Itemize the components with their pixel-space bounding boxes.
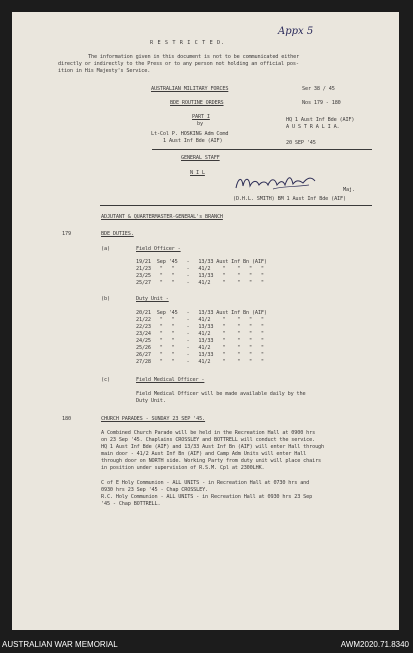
roster-row: 27/28 " " - 41/2 " " " " bbox=[136, 359, 264, 365]
sub-label: (b) bbox=[101, 296, 110, 302]
appendix-annotation: Appx 5 bbox=[278, 26, 314, 37]
roster-row: 20/21 Sep '45 - 13/33 Aust Inf Bn (AIF) bbox=[136, 310, 267, 316]
roster-row: 25/27 " " - 41/2 " " " " bbox=[136, 280, 264, 286]
roster-row: 21/22 " " - 41/2 " " " " bbox=[136, 317, 264, 323]
order-number: 179 bbox=[62, 231, 71, 237]
paragraph-line: R.C. Holy Communion - ALL UNITS - in Recreation Hall at 0930 hrs 23 Sep bbox=[101, 494, 313, 500]
part-label: PART I bbox=[192, 114, 210, 120]
footer-institution: AUSTRALIAN WAR MEMORIAL bbox=[2, 640, 118, 649]
roster-row: 21/23 " " - 41/2 " " " " bbox=[136, 266, 264, 272]
staff-heading: GENERAL STAFF bbox=[181, 155, 220, 161]
branch-heading: ADJUTANT & QUARTERMASTER-GENERAL's BRANCH bbox=[101, 214, 223, 220]
roster-row: 23/25 " " - 13/33 " " " " bbox=[136, 273, 264, 279]
warning-line: The information given in this document is not to be communicated either bbox=[88, 54, 300, 60]
roster-row: 23/24 " " - 41/2 " " " " bbox=[136, 331, 264, 337]
nil-label: N I L bbox=[190, 170, 205, 176]
paragraph-line: Field Medical Officer will be made available daily by the bbox=[136, 391, 306, 397]
sub-title: Duty Unit - bbox=[136, 296, 169, 302]
by-label: by bbox=[197, 121, 203, 127]
orders-title: BDE ROUTINE ORDERS bbox=[170, 100, 224, 106]
order-numbers: Nos 179 - 180 bbox=[302, 100, 341, 106]
roster-row: 25/26 " " - 41/2 " " " " bbox=[136, 345, 264, 351]
order-title: BDE DUTIES. bbox=[101, 231, 134, 237]
hq-line: HQ 1 Aust Inf Bde (AIF) bbox=[286, 117, 355, 123]
paragraph-line: HQ 1 Aust Inf Bde (AIF) and 13/33 Aust Inf Bn (AIF) will enter Hall through bbox=[101, 444, 324, 450]
serial-number: Ser 38 / 45 bbox=[302, 86, 335, 92]
signature-block: (D.H.L. SMITH) BM 1 Aust Inf Bde (AIF) bbox=[233, 196, 346, 202]
roster-row: 22/23 " " - 13/33 " " " " bbox=[136, 324, 264, 330]
paragraph-line: C of E Holy Communion - ALL UNITS - in Recreation Hall at 0730 hrs and bbox=[101, 480, 310, 486]
divider bbox=[100, 205, 372, 206]
hq-line: A U S T R A L I A. bbox=[286, 124, 340, 130]
paragraph-line: in position under supervision of R.S.M. Cpl at 2300LHK. bbox=[101, 465, 265, 471]
commander-line: 1 Aust Inf Bde (AIF) bbox=[163, 138, 223, 144]
paragraph-line: main door - 41/2 Aust Inf Bn (AIF) and Camp Adm Units will enter Hall bbox=[101, 451, 307, 457]
force-title: AUSTRALIAN MILITARY FORCES bbox=[151, 86, 229, 92]
handwritten-signature bbox=[233, 172, 323, 194]
roster-row: 19/21 Sep '45 - 13/33 Aust Inf Bn (AIF) bbox=[136, 259, 267, 265]
paragraph-line: '45 - Chap BOTTRELL. bbox=[101, 501, 161, 507]
warning-line: ition in His Majesty's Service. bbox=[58, 68, 151, 74]
paragraph-line: through door on NORTH side. Working Party from duty unit will place chairs bbox=[101, 458, 322, 464]
order-date: 20 SEP '45 bbox=[286, 140, 316, 146]
order-title: CHURCH PARADES - SUNDAY 23 SEP '45. bbox=[101, 416, 206, 422]
paragraph-line: A Combined Church Parade will be held in the Recreation Hall at 0900 hrs bbox=[101, 430, 316, 436]
order-number: 180 bbox=[62, 416, 71, 422]
sub-title: Field Officer - bbox=[136, 246, 181, 252]
signature-rank: Maj. bbox=[343, 187, 355, 193]
sub-title: Field Medical Officer - bbox=[136, 377, 205, 383]
sub-label: (c) bbox=[101, 377, 110, 383]
roster-row: 26/27 " " - 13/33 " " " " bbox=[136, 352, 264, 358]
footer-accession-number: AWM2020.71.8340 bbox=[340, 640, 409, 649]
divider bbox=[152, 149, 372, 150]
paragraph-line: on 23 Sep '45. Chaplains CROSSLEY and BOTTRELL will conduct the service. bbox=[101, 437, 316, 443]
warning-line: directly or indirectly to the Press or to any person not holding an official pos- bbox=[58, 61, 299, 67]
commander-line: Lt-Col P. HOSKING Adm Comd bbox=[151, 131, 229, 137]
sub-label: (a) bbox=[101, 246, 110, 252]
classification-heading: R E S T R I C T E D. bbox=[150, 40, 225, 46]
roster-row: 24/25 " " - 13/33 " " " " bbox=[136, 338, 264, 344]
paragraph-line: Duty Unit. bbox=[136, 398, 166, 404]
paragraph-line: 0930 hrs 23 Sep '45 - Chap CROSSLEY. bbox=[101, 487, 209, 493]
